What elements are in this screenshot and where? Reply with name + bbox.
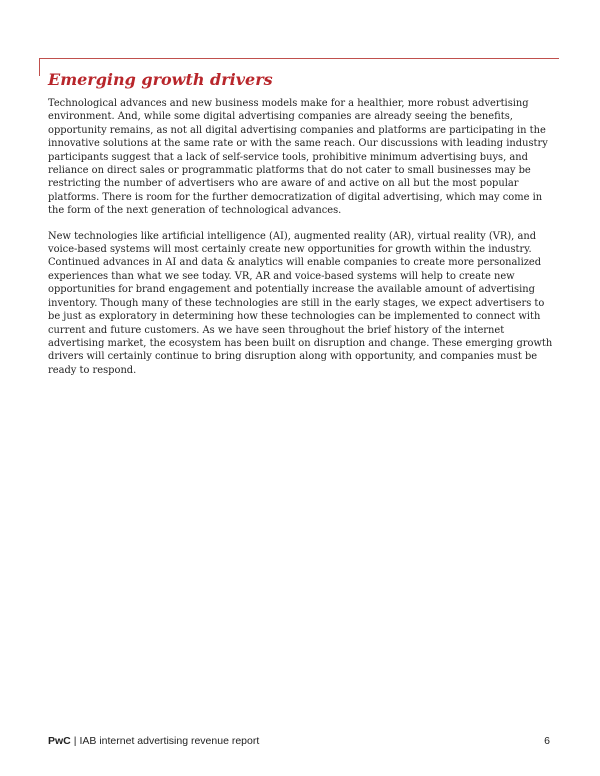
body-paragraph-2: New technologies like artificial intelligence (AI), augmented reality (AR), virtual reality (VR), and voice-based systems will most certainly create new opportunities for growth within the industry. Continued advances in AI and data & analytics will enable companies to create more personalized experiences than what we see today. VR, AR and voice-based systems will help to create new opportunities for brand engagement and potentially increase the available amount of advertising inventory. Though many of these technologies are still in the early stages, we expect advertisers to be just as exploratory in determining how these technologies can be implemented to connect with current and future customers. As we have seen throughout the brief history of the internet advertising market, the ecosystem has been built on disruption and change. These emerging growth drivers will certainly continue to bring disruption along with opportunity, and companies must be ready to respond. — [48, 230, 553, 376]
body-paragraph-1: Technological advances and new business models make for a healthier, more robust advertising environment. And, while some digital advertising companies are already seeing the benefits, opportunity remains, as not all digital advertising companies and platforms are participating in the innovative solutions at the same rate or with the same reach. Our discussions with leading industry participants suggest that a lack of self-service tools, prohibitive minimum advertising buys, and reliance on direct sales or programmatic platforms that do not cater to small businesses may be restricting the number of advertisers who are aware of and active on all but the most popular platforms. There is room for the further democratization of digital advertising, which may come in the form of the next generation of technological advances. — [48, 98, 548, 217]
page-number: 6 — [544, 735, 550, 747]
page-footer — [48, 734, 550, 748]
footer-report-title: IAB internet advertising revenue report — [79, 735, 260, 747]
footer-separator: | — [73, 735, 77, 747]
footer-brand: PwC — [48, 735, 71, 747]
section-content — [48, 69, 553, 389]
section-title: Emerging growth drivers — [48, 70, 273, 89]
